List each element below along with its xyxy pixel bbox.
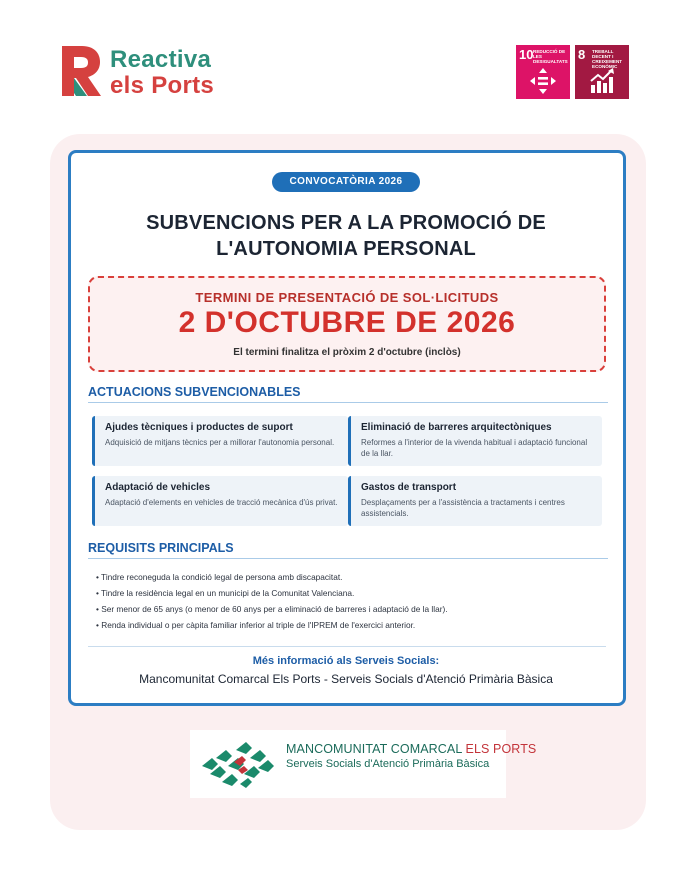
action-card bbox=[348, 476, 602, 526]
sdg-8-number: 8 bbox=[578, 47, 586, 62]
action-card bbox=[92, 476, 348, 526]
footer-service-name: Serveis Socials d'Atenció Primària Bàsica bbox=[286, 758, 490, 770]
title-line-1: SUBVENCIONS PER A LA PROMOCIÓ DE bbox=[146, 212, 546, 234]
list-item: • Tindre la residència legal en un municipi de la Comunitat Valenciana. bbox=[96, 588, 355, 598]
r-letter-logo-icon bbox=[60, 44, 104, 98]
action-description: Desplaçaments per a l'assistència a tractaments i centres assistencials. bbox=[361, 498, 565, 518]
footer-org-accent: ELS PORTS bbox=[465, 742, 537, 756]
sdg-10-title: REDUCCIÓ DE LES DESIGUALTATS bbox=[533, 49, 568, 64]
footer-org-main: MANCOMUNITAT COMARCAL bbox=[286, 742, 466, 756]
brand-line-2: els Ports bbox=[110, 72, 215, 99]
action-description: Adquisició de mitjans tècnics per a millorar l'autonomia personal. bbox=[105, 438, 335, 447]
deadline-box bbox=[88, 276, 606, 372]
reactiva-els-ports-logo bbox=[60, 44, 250, 100]
list-item: • Ser menor de 65 anys (o menor de 60 anys per a eliminació de barreres i adaptació de la llar). bbox=[96, 604, 448, 614]
list-item: • Renda individual o per càpita familiar inferior al triple de l'IPREM de l'exercici anterior. bbox=[96, 620, 416, 630]
sdg-10-badge bbox=[516, 45, 570, 99]
sdg-8-title: TREBALL DECENT I CREIXEMENT ECONÒMIC bbox=[592, 49, 623, 69]
sdg-10-number: 10 bbox=[519, 47, 534, 62]
divider bbox=[88, 646, 606, 647]
growth-chart-icon bbox=[588, 67, 616, 95]
call-year-badge: CONVOCATÒRIA 2026 bbox=[272, 172, 420, 192]
sdg-8-badge bbox=[575, 45, 629, 99]
brand-line-1: Reactiva bbox=[110, 46, 212, 73]
action-card bbox=[348, 416, 602, 466]
action-title: Gastos de transport bbox=[361, 482, 457, 493]
mancomunitat-logo bbox=[190, 730, 537, 798]
requirements-heading: REQUISITS PRINCIPALS bbox=[88, 541, 608, 559]
info-heading: Més informació als Serveis Socials: bbox=[252, 655, 440, 667]
footer-org-name bbox=[286, 742, 536, 756]
mancomunitat-emblem-icon bbox=[200, 736, 280, 792]
action-description: Adaptació d'elements en vehicles de tracció mecànica d'ús privat. bbox=[105, 498, 338, 507]
page-title bbox=[80, 210, 612, 262]
action-card bbox=[92, 416, 348, 466]
action-description: Reformes a l'interior de la vivenda habitual i adaptació funcional de la llar. bbox=[361, 438, 588, 458]
requirements-list bbox=[96, 571, 606, 635]
deadline-label: TERMINI DE PRESENTACIÓ DE SOL·LICITUDS bbox=[195, 290, 499, 305]
actions-heading: ACTUACIONS SUBVENCIONABLES bbox=[88, 385, 608, 403]
deadline-note: El termini finalitza el pròxim 2 d'octubre (inclòs) bbox=[233, 347, 461, 358]
list-item: • Tindre reconeguda la condició legal de persona amb discapacitat. bbox=[96, 572, 343, 582]
action-title: Adaptació de vehicles bbox=[105, 482, 211, 493]
action-title: Eliminació de barreres arquitectòniques bbox=[361, 422, 552, 433]
equality-icon bbox=[529, 67, 557, 95]
title-line-2: L'AUTONOMIA PERSONAL bbox=[216, 238, 476, 260]
info-body: Mancomunitat Comarcal Els Ports - Serveis Socials d'Atenció Primària Bàsica bbox=[139, 672, 553, 686]
deadline-date: 2 D'OCTUBRE DE 2026 bbox=[178, 306, 516, 339]
action-title: Ajudes tècniques i productes de suport bbox=[105, 422, 293, 433]
